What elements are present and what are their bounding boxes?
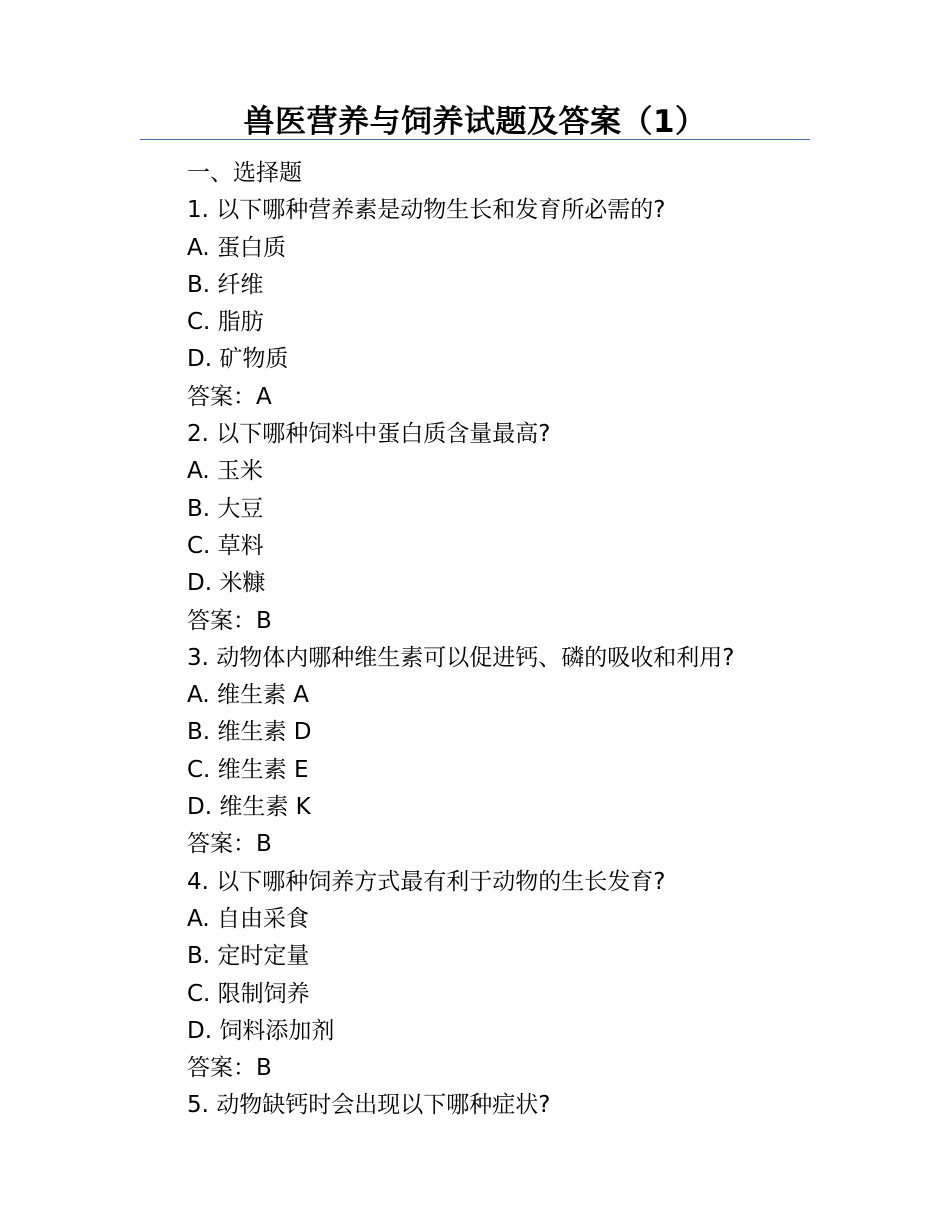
question-block-2: [187, 416, 827, 640]
option-b: B. 维生素 D: [187, 719, 312, 746]
option-d: D. 米糠: [187, 570, 266, 597]
document-body: [187, 155, 827, 1125]
option-a: A. 自由采食: [187, 905, 309, 932]
option-c: C. 限制饲养: [187, 980, 310, 1007]
section-heading: 一、选择题: [187, 160, 302, 186]
option-a: A. 蛋白质: [187, 234, 286, 261]
answer-text: 答案：A: [187, 383, 272, 410]
option-c: C. 维生素 E: [187, 756, 309, 783]
answer-text: 答案：B: [187, 1055, 272, 1082]
question-block-5: [187, 1087, 827, 1124]
question-block-1: [187, 192, 827, 416]
document-title: 兽医营养与饲养试题及答案（1）: [243, 104, 707, 140]
option-b: B. 纤维: [187, 271, 264, 298]
option-a: A. 玉米: [187, 458, 263, 485]
option-b: B. 大豆: [187, 495, 264, 522]
option-d: D. 矿物质: [187, 346, 289, 373]
question-block-3: [187, 640, 827, 864]
question-text: 3. 动物体内哪种维生素可以促进钙、磷的吸收和利用?: [187, 644, 735, 671]
question-block-4: [187, 864, 827, 1088]
option-d: D. 饲料添加剂: [187, 1017, 335, 1044]
question-text: 2. 以下哪种饲料中蛋白质含量最高?: [187, 421, 551, 448]
option-d: D. 维生素 K: [187, 794, 311, 821]
answer-text: 答案：B: [187, 607, 272, 634]
option-a: A. 维生素 A: [187, 682, 309, 709]
option-c: C. 草料: [187, 532, 264, 559]
option-c: C. 脂肪: [187, 309, 264, 336]
option-b: B. 定时定量: [187, 943, 310, 970]
question-text: 1. 以下哪种营养素是动物生长和发育所必需的?: [187, 197, 666, 224]
title-underline: [140, 139, 810, 140]
question-text: 4. 以下哪种饲养方式最有利于动物的生长发育?: [187, 868, 666, 895]
question-text: 5. 动物缺钙时会出现以下哪种症状?: [187, 1092, 551, 1119]
answer-text: 答案：B: [187, 831, 272, 858]
